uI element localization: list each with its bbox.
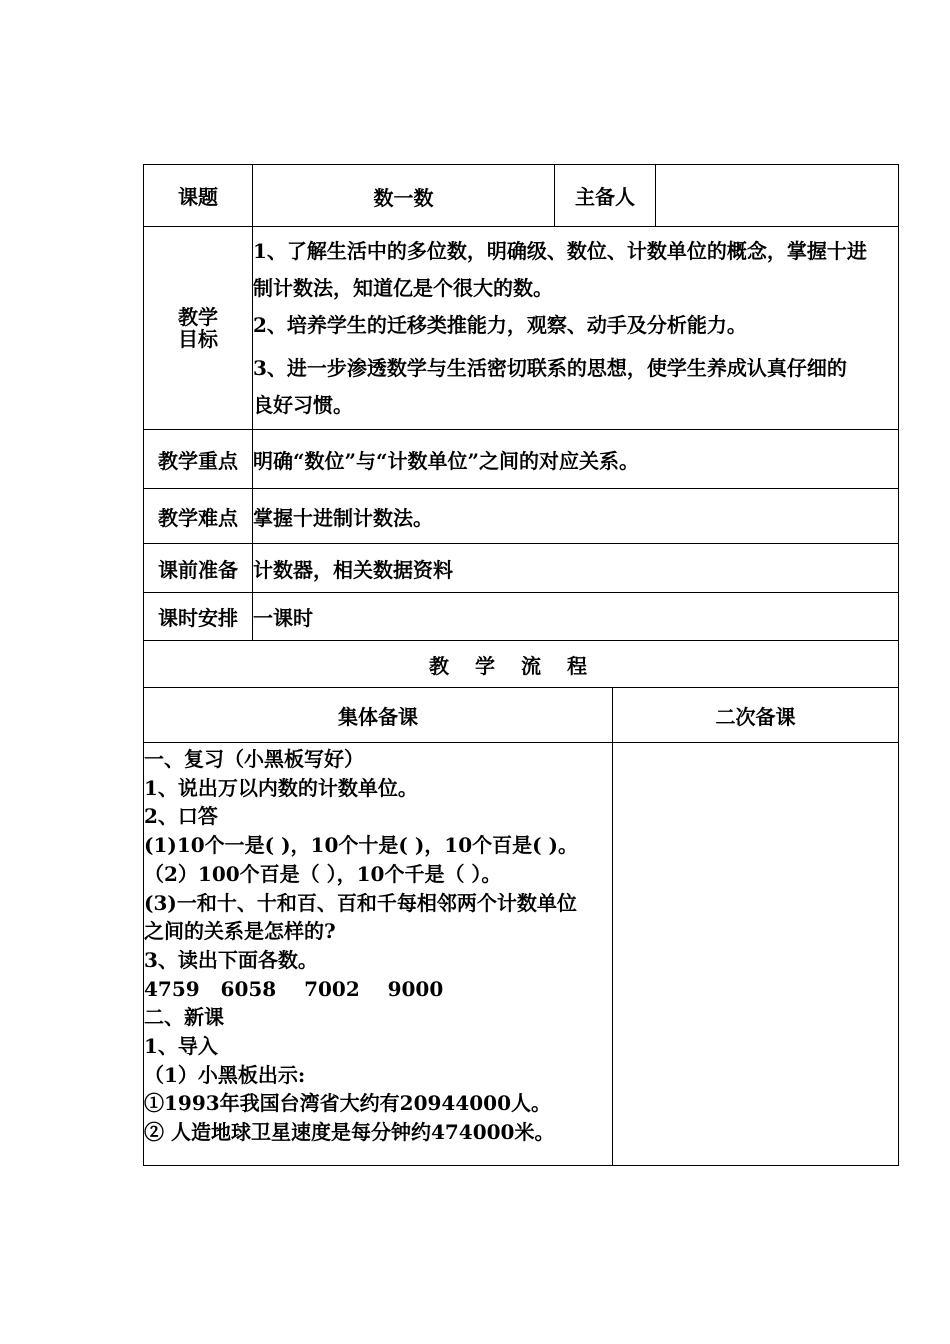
preparation-row bbox=[144, 544, 899, 593]
plan-line: 3、读出下面各数。 bbox=[144, 947, 318, 972]
goal-line: 2、培养学生的迁移类推能力，观察、动手及分析能力。 bbox=[253, 312, 747, 337]
preparation-value: 计数器，相关数据资料 bbox=[253, 544, 899, 593]
flow-title-row bbox=[144, 641, 899, 688]
goals-row bbox=[144, 227, 899, 430]
plan-line: 一、复习（小黑板写好） bbox=[144, 747, 364, 771]
plan-line: 1、说出万以内数的计数单位。 bbox=[144, 775, 418, 800]
schedule-value: 一课时 bbox=[253, 593, 899, 641]
goal-line: 制计数法，知道亿是个很大的数。 bbox=[253, 275, 553, 300]
plan-line: ①1993年我国台湾省大约有20944000人。 bbox=[144, 1091, 551, 1116]
goals-label-line1: 教学 bbox=[178, 305, 218, 329]
secondary-prep-content bbox=[613, 743, 899, 1166]
plan-line: （2）100个百是（ ），10个千是（ ）。 bbox=[144, 861, 502, 886]
plan-line: (1)10个一是( )，10个十是( )，10个百是( )。 bbox=[144, 833, 579, 858]
flow-title: 教学流程 bbox=[144, 641, 899, 688]
difficulty-row bbox=[144, 489, 899, 544]
preparer-label: 主备人 bbox=[555, 165, 656, 227]
plan-line: 二、新课 bbox=[144, 1005, 224, 1030]
goals-label-line2: 目标 bbox=[178, 327, 218, 351]
goals-label bbox=[144, 227, 253, 430]
schedule-row bbox=[144, 593, 899, 641]
preparer-value bbox=[656, 165, 899, 227]
collective-prep-content bbox=[144, 743, 613, 1166]
plan-line: 2、口答 bbox=[144, 804, 218, 829]
goals-content bbox=[253, 227, 899, 430]
goal-line: 1、了解生活中的多位数，明确级、数位、计数单位的概念，掌握十进 bbox=[253, 238, 867, 263]
key-point-value: 明确“数位”与“计数单位”之间的对应关系。 bbox=[253, 430, 899, 489]
flow-header-row bbox=[144, 688, 899, 743]
flow-content-row bbox=[144, 743, 899, 1166]
plan-line: （1）小黑板出示: bbox=[144, 1062, 306, 1087]
topic-label: 课题 bbox=[144, 165, 253, 227]
schedule-label: 课时安排 bbox=[144, 593, 253, 641]
collective-prep-header: 集体备课 bbox=[144, 688, 613, 743]
plan-line: (3)一和十、十和百、百和千每相邻两个计数单位 bbox=[144, 890, 577, 915]
plan-line: 4759 6058 7002 9000 bbox=[144, 976, 444, 1001]
key-point-row bbox=[144, 430, 899, 489]
plan-line: 之间的关系是怎样的? bbox=[144, 919, 336, 944]
topic-row bbox=[144, 165, 899, 227]
goal-line: 良好习惯。 bbox=[253, 392, 353, 417]
goal-line: 3、进一步渗透数学与生活密切联系的思想，使学生养成认真仔细的 bbox=[253, 355, 847, 380]
plan-line: 1、导入 bbox=[144, 1034, 218, 1059]
difficulty-value: 掌握十进制计数法。 bbox=[253, 489, 899, 544]
key-point-label: 教学重点 bbox=[144, 430, 253, 489]
topic-value: 数一数 bbox=[253, 165, 555, 227]
plan-line: ② 人造地球卫星速度是每分钟约474000米。 bbox=[144, 1120, 555, 1145]
secondary-prep-header: 二次备课 bbox=[613, 688, 899, 743]
lesson-plan-table bbox=[143, 164, 899, 1166]
preparation-label: 课前准备 bbox=[144, 544, 253, 593]
difficulty-label: 教学难点 bbox=[144, 489, 253, 544]
